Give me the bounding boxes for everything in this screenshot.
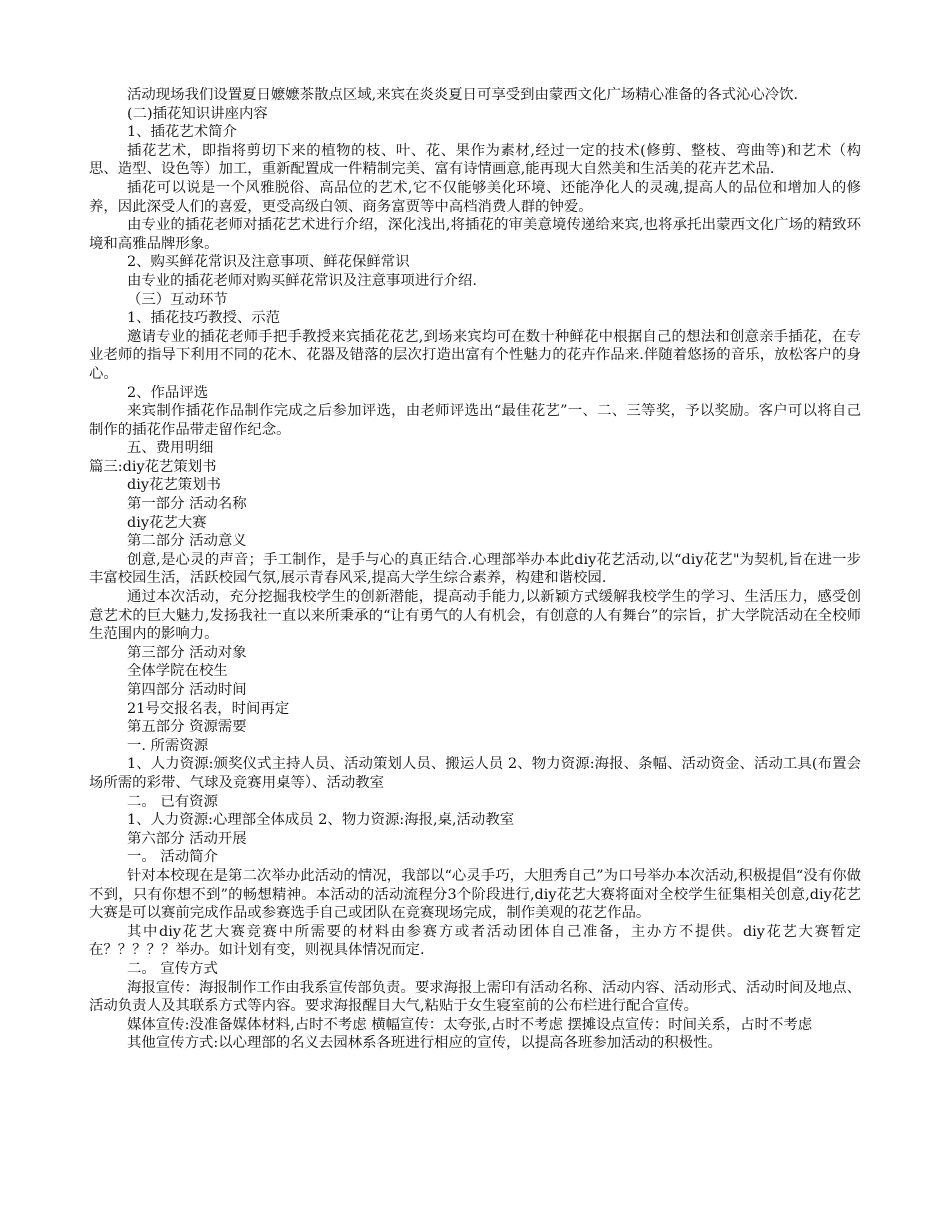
paragraph: 创意,是心灵的声音；手工制作，是手与心的真正结合.心理部举办本此diy花艺活动,以“diy花艺"为契机,旨在进一步丰富校园生活，活跃校园气氛,展示青春风采,提高大学生综合素养，构建和谐校园.: [89, 551, 861, 587]
paragraph: 二。 宣传方式: [127, 960, 218, 977]
paragraph: diy花艺策划书: [127, 477, 221, 494]
paragraph: 其他宣传方式:以心理部的名义去园林系各班进行相应的宣传，以提高各班参加活动的积极性。: [127, 1035, 722, 1052]
paragraph: diy花艺大赛: [127, 514, 207, 531]
paragraph: 五、费用明细: [127, 440, 214, 457]
paragraph: 1、插花艺术简介: [127, 124, 237, 141]
paragraph: 媒体宣传:没准备媒体材料,占时不考虑 横幅宣传：太夸张,占时不考虑 摆摊设点宣传：时间关系，占时不考虑: [127, 1016, 813, 1033]
paragraph: 通过本次活动，充分挖掘我校学生的创新潜能，提高动手能力,以新颖方式缓解我校学生的学习、生活压力，感受创意艺术的巨大魅力,发扬我社一直以来所秉承的“让有勇气的人有机会，有创意的人有舞台”的宗旨，扩大学院活动在全校师生范围内的影响力。: [89, 589, 861, 643]
paragraph: 第五部分 资源需要: [127, 719, 247, 736]
paragraph: 插花可以说是一个风雅脱俗、高品位的艺术,它不仅能够美化环境、还能净化人的灵魂,提高人的品位和增加人的修养，因此深受人们的喜爱，更受高级白领、商务富贾等中高档消费人群的钟爱。: [89, 179, 861, 215]
paragraph: (二)插花知识讲座内容: [127, 105, 268, 122]
paragraph: 2、作品评选: [127, 384, 209, 401]
paragraph: 针对本校现在是第二次举办此活动的情况，我部以“心灵手巧，大胆秀自己”为口号举办本次活动,积极提倡“没有你做不到，只有你想不到”的畅想精神。本活动的活动流程分3个阶段进行,diy花艺大赛将面对全校学生征集相关创意,diy花艺大赛是可以赛前完成作品或参赛选手自己或团队在竞赛现场完成，制作美观的花艺作品。: [89, 867, 861, 922]
paragraph: 1、人力资源:颁奖仪式主持人员、活动策划人员、搬运人员 2、物力资源:海报、条幅、活动资金、活动工具(布置会场所需的彩带、气球及竞赛用桌等）、活动教室: [89, 756, 861, 791]
paragraph: 1、插花技巧教授、示范: [127, 310, 281, 327]
paragraph: 全体学院在校生: [127, 663, 228, 680]
paragraph: 由专业的插花老师对插花艺术进行介绍，深化浅出,将插花的审美意境传递给来宾,也将承托出蒙西文化广场的精致环境和高雅品牌形象。: [89, 217, 861, 252]
paragraph: 篇三:diy花艺策划书: [89, 458, 217, 475]
paragraph: 插花艺术，即指将剪切下来的植物的枝、叶、花、果作为素材,经过一定的技术(修剪、整枝、弯曲等)和艺术（构思、造型、设色等）加工，重新配置成一件精制完美、富有诗情画意,能再现大自然美和生活美的花卉艺术品.: [89, 142, 861, 178]
paragraph: 第二部分 活动意义: [127, 533, 247, 550]
paragraph: 活动现场我们设置夏日嬷嬷茶散点区域,来宾在炎炎夏日可享受到由蒙西文化广场精心准备的各式沁心冷饮.: [127, 87, 799, 103]
paragraph: 第六部分 活动开展: [127, 830, 247, 847]
paragraph: 二。 已有资源: [127, 793, 218, 810]
paragraph: 邀请专业的插花老师手把手教授来宾插花花艺,到场来宾均可在数十种鲜花中根据自己的想法和创意亲手插花，在专业老师的指导下利用不同的花木、花器及错落的层次打造出富有个性魅力的花卉作品来.伴随着悠扬的音乐，放松客户的身心。: [89, 328, 861, 382]
paragraph: 21号交报名表，时间再定: [127, 700, 290, 717]
document-body: [89, 86, 861, 1053]
paragraph: 2、购买鲜花常识及注意事项、鲜花保鲜常识: [127, 254, 410, 271]
paragraph: （三）互动环节: [127, 291, 228, 308]
paragraph: 第四部分 活动时间: [127, 682, 247, 698]
paragraph: 一. 所需资源: [127, 737, 209, 754]
paragraph: 第一部分 活动名称: [127, 496, 247, 513]
paragraph: 来宾制作插花作品制作完成之后参加评选，由老师评选出“最佳花艺”一、二、三等奖，予以奖励。客户可以将自己制作的插花作品带走留作纪念。: [89, 403, 861, 438]
paragraph: 1、人力资源:心理部全体成员 2、物力资源:海报,桌,活动教室: [127, 812, 515, 829]
paragraph: 第三部分 活动对象: [127, 644, 247, 661]
paragraph: 由专业的插花老师对购买鲜花常识及注意事项进行介绍.: [127, 272, 477, 289]
paragraph: 其中diy花艺大赛竞赛中所需要的材料由参赛方或者活动团体自己准备，主办方不提供。diy花艺大赛暂定在？？？？？举办。如计划有变，则视具体情况而定.: [89, 923, 861, 959]
paragraph: 一。 活动简介: [127, 849, 218, 866]
paragraph: 海报宣传：海报制作工作由我系宣传部负责。要求海报上需印有活动名称、活动内容、活动形式、活动时间及地点、活动负责人及其联系方式等内容。要求海报醒目大气,粘贴于女生寝室前的公布栏进行配合宣传。: [89, 979, 861, 1015]
